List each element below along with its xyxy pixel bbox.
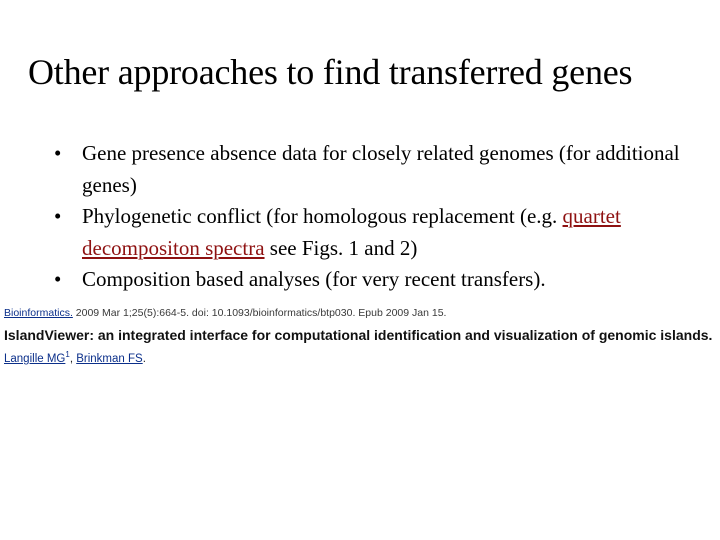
author-link-langille[interactable]: Langille MG [4,352,66,365]
author-link-brinkman[interactable]: Brinkman FS [76,352,143,365]
author-list-end: . [142,352,146,365]
citation-authors [4,347,716,367]
bullet-text: Phylogenetic conflict (for homologous replacement (e.g. [82,204,563,228]
quartet-decomposition-link[interactable]: quartet decompositon spectra [82,204,621,260]
bullet-item-gene-presence [54,138,694,201]
journal-link[interactable]: Bioinformatics. [4,307,73,318]
slide-title: Other approaches to find transferred genes [28,52,633,92]
bullet-dot: • [54,267,62,291]
bullet-text: Gene presence absence data for closely related genomes (for additional genes) [82,141,680,197]
citation-source-line [4,307,716,318]
citation-title: IslandViewer: an integrated interface for computational identification and visualization of genomic islands. [4,327,713,343]
bullet-item-composition [54,264,694,296]
bullet-item-phylogenetic-conflict [54,201,694,264]
author-affiliation-sup: 1 [65,350,70,359]
citation-details: 2009 Mar 1;25(5):664-5. doi: 10.1093/bioinformatics/btp030. Epub 2009 Jan 15. [72,307,447,318]
bullet-list [54,138,694,296]
bullet-text: Composition based analyses (for very recent transfers). [82,267,546,291]
bullet-dot: • [54,141,62,165]
bullet-text-suffix: see Figs. 1 and 2) [264,235,418,260]
bullet-dot: • [54,204,62,228]
citation-clipping [4,307,716,367]
author-separator: , [69,352,77,365]
